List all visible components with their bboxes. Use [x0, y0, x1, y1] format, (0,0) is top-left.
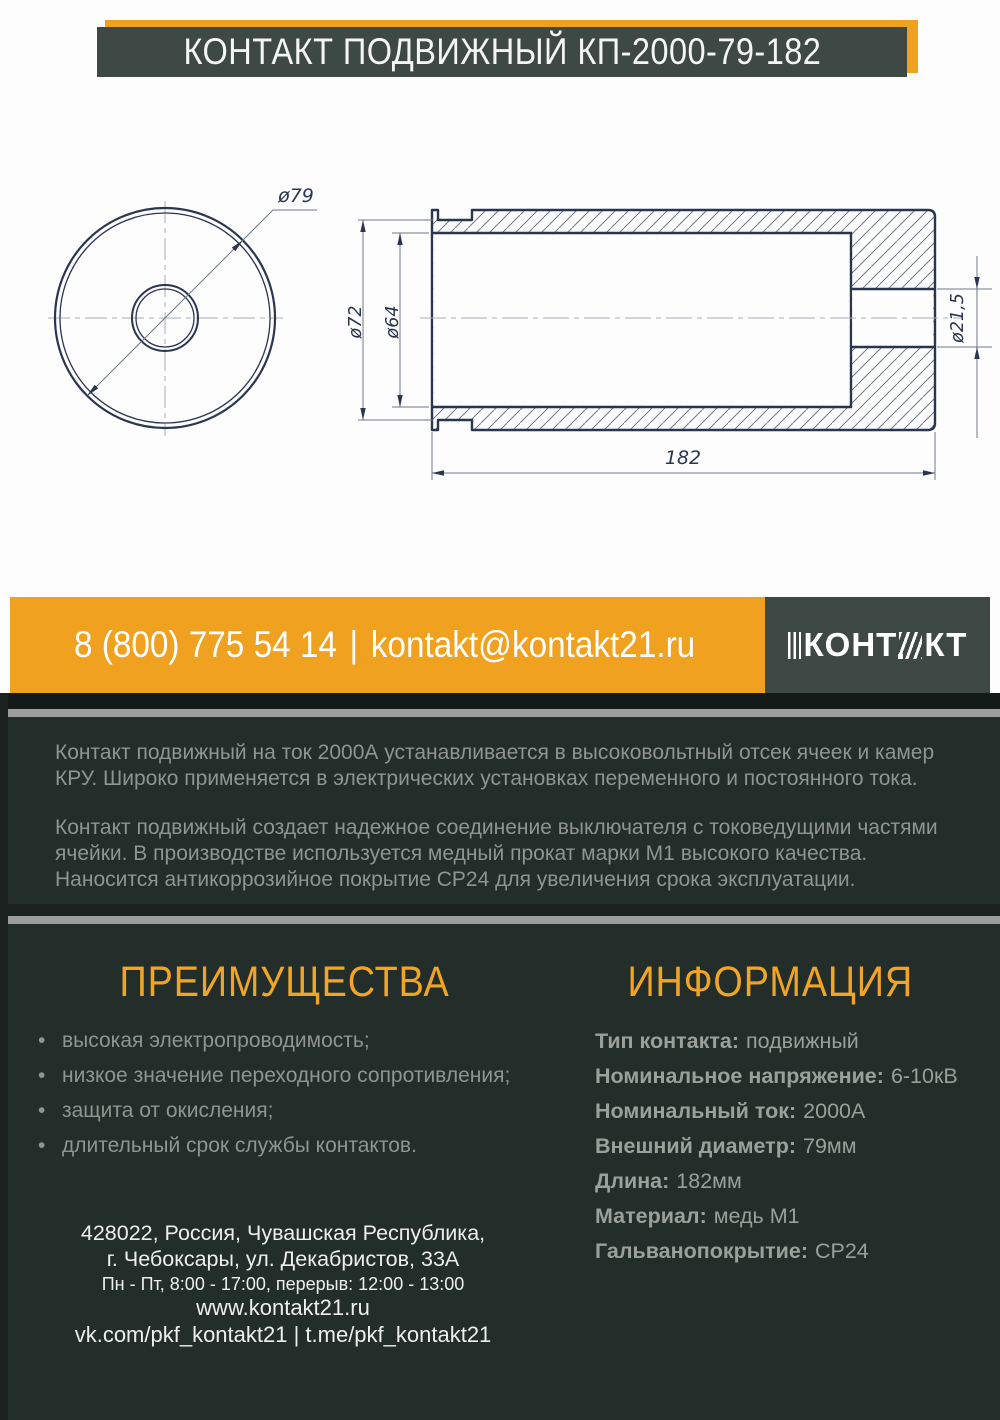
contact-line [74, 624, 695, 666]
title-bar [97, 27, 907, 77]
info-value: медь М1 [713, 1204, 800, 1228]
bullet-icon: • [38, 1064, 46, 1087]
info-row [595, 1135, 958, 1157]
bullet-icon: • [38, 1099, 46, 1122]
info-row [595, 1240, 958, 1262]
info-value: СР24 [814, 1239, 869, 1263]
info-label: Гальванопокрытие: [595, 1239, 808, 1263]
logo-text-left: КОНТ [803, 626, 898, 663]
dim-label-length: 182 [664, 447, 702, 469]
info-value: 6-10кВ [890, 1064, 958, 1088]
info-value: 2000А [803, 1099, 866, 1123]
web-block [0, 1295, 566, 1348]
divider-band [0, 693, 1000, 709]
info-row [595, 1030, 958, 1052]
address-block [0, 1220, 566, 1295]
info-label: Номинальный ток: [595, 1099, 797, 1123]
divider-stripe [0, 709, 1000, 717]
logo-text-right: КТ [924, 626, 968, 663]
info-row [595, 1100, 958, 1122]
separator: | [349, 624, 359, 665]
left-edge-shade [0, 693, 8, 1420]
info-label: Внешний диаметр: [595, 1134, 797, 1158]
advantages-heading: ПРЕИМУЩЕСТВА [119, 958, 451, 1006]
front-view [48, 185, 317, 436]
technical-drawing [0, 98, 1000, 598]
contact-banner [0, 597, 1000, 693]
bullet-icon: • [38, 1134, 46, 1157]
list-item [38, 1100, 510, 1122]
info-label: Длина: [595, 1169, 670, 1193]
info-value: 79мм [803, 1134, 857, 1158]
divider-stripe [0, 916, 1000, 924]
info-label: Номинальное напряжение: [595, 1064, 884, 1088]
website-url: www.kontakt21.ru [196, 1295, 370, 1320]
logo-box [765, 597, 990, 693]
info-row [595, 1205, 958, 1227]
description-paragraph-2: Контакт подвижный создает надежное соединение выключателя с токоведущими частями ячейки. В производстве используется медный прокат марки М1 высокого качества. Наносится антикоррозийное покрытие СР24 для увеличения срока эксплуатации. [55, 816, 938, 891]
info-section [0, 693, 1000, 1420]
dim-label-d64: ø64 [383, 305, 403, 339]
list-item [38, 1030, 510, 1052]
divider-band [0, 904, 1000, 916]
contact-banner-orange [10, 597, 765, 693]
info-label: Тип контакта: [595, 1029, 739, 1053]
dim-label-d72: ø72 [346, 305, 366, 339]
information-heading: ИНФОРМАЦИЯ [627, 958, 913, 1006]
advantage-text: защита от окисления; [62, 1099, 274, 1122]
info-label: Материал: [595, 1204, 707, 1228]
info-row [595, 1065, 958, 1087]
advantage-text: высокая электропроводимость; [62, 1029, 370, 1052]
social-links: vk.com/pkf_kontakt21 | t.me/pkf_kontakt21 [74, 1322, 492, 1347]
kontakt-logo [788, 626, 968, 664]
info-value: подвижный [745, 1029, 859, 1053]
address-line-2: г. Чебоксары, ул. Декабристов, 33А [106, 1247, 460, 1271]
bullet-icon: • [38, 1029, 46, 1052]
advantage-text: длительный срок службы контактов. [62, 1134, 417, 1157]
page-title: КОНТАКТ ПОДВИЖНЫЙ КП-2000-79-182 [183, 31, 821, 72]
information-list [595, 1030, 958, 1275]
description-paragraph-1: Контакт подвижный на ток 2000А устанавливается в высоковольтный отсек ячеек и камер КРУ. Широко применяется в электрических установках переменного и постоянного тока. [55, 741, 935, 790]
dim-label-d215: ø21,5 [948, 293, 968, 343]
dim-label-d79: ø79 [278, 185, 314, 207]
email-address: kontakt@kontakt21.ru [370, 624, 696, 665]
advantages-list [38, 1030, 510, 1170]
list-item [38, 1135, 510, 1157]
working-hours: Пн - Пт, 8:00 - 17:00, перерыв: 12:00 - 13:00 [101, 1274, 465, 1294]
side-view [346, 210, 992, 480]
info-value: 182мм [676, 1169, 742, 1193]
address-line-1: 428022, Россия, Чувашская Республика, [80, 1221, 486, 1245]
advantage-text: низкое значение переходного сопротивления; [62, 1064, 511, 1087]
phone-number: 8 (800) 775 54 14 [74, 624, 337, 665]
list-item [38, 1065, 510, 1087]
info-row [595, 1170, 958, 1192]
logo-stripes-icon [788, 632, 801, 659]
logo-a-glyph-icon [899, 632, 922, 659]
